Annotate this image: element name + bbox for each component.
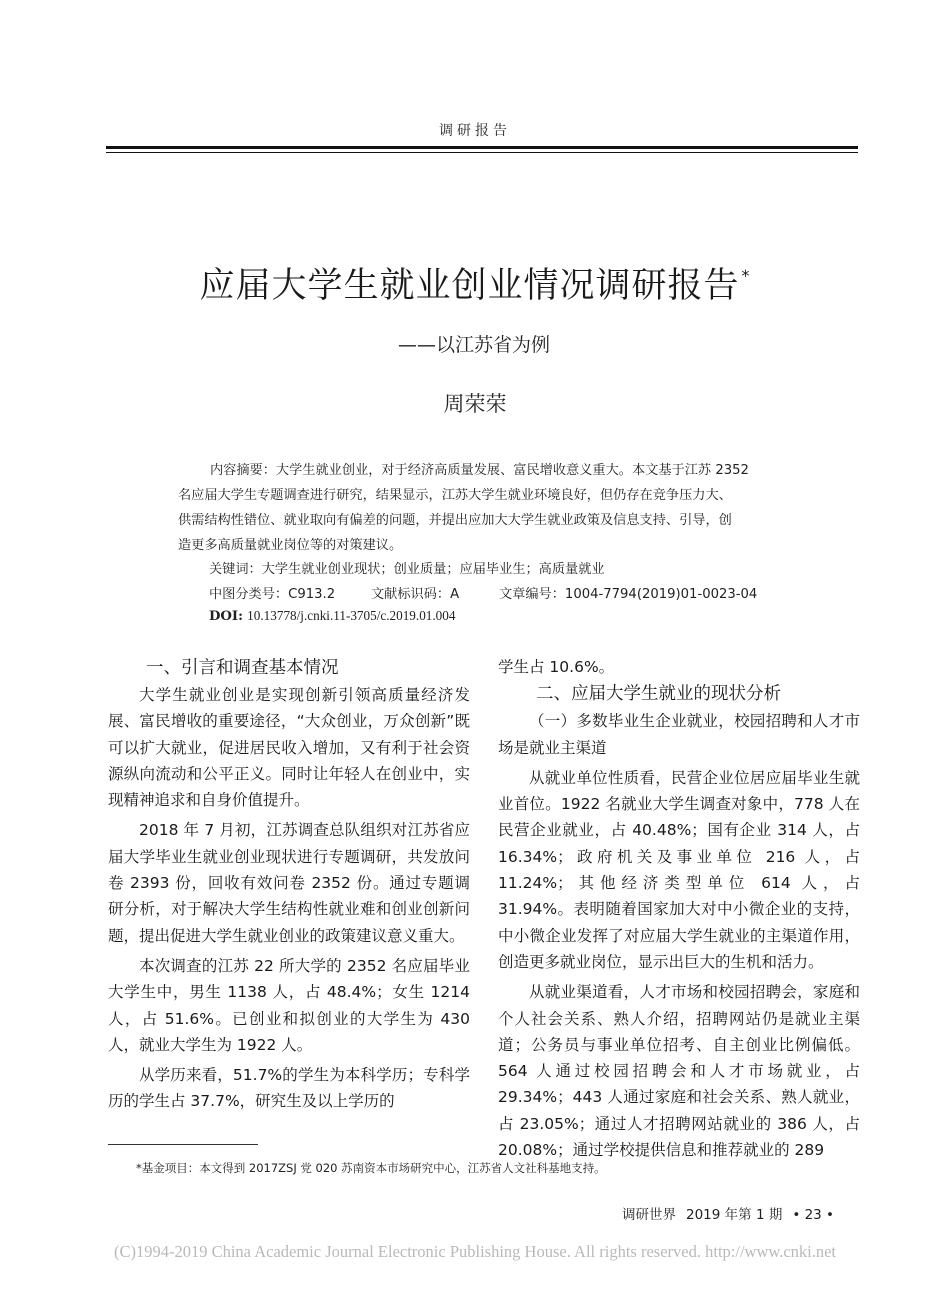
body-paragraph-continued: 学生占 10.6%。 xyxy=(498,658,615,676)
right-column xyxy=(498,654,860,1163)
page-footer xyxy=(622,1203,844,1223)
doi-line xyxy=(209,608,455,624)
copyright-watermark: (C)1994-2019 China Academic Journal Electronic Publishing House. All rights reserved. http://www.cnki.net xyxy=(113,1242,837,1261)
body-paragraph: 2018 年 7 月初，江苏调查总队组织对江苏省应届大学毕业生就业创业现状进行专题调研，共发放问卷 2393 份，回收有效问卷 2352 份。通过专题调研分析，对于解决大学生结构性就业难和创业创新问题，提出促进大学生就业创业的政策建议意义重大。 xyxy=(108,821,470,945)
body-paragraph: 从学历来看，51.7%的学生为本科学历；专科学历的学生占 37.7%，研究生及以上学历的 xyxy=(108,1066,470,1111)
page-number: • 23 • xyxy=(792,1207,835,1223)
clc-number: 中图分类号：C913.2 xyxy=(209,587,336,602)
section-heading-1: 一、引言和调查基本情况 xyxy=(146,658,339,678)
article-subtitle: ——以江苏省为例 xyxy=(398,334,551,356)
subsection-heading: （一）多数毕业生企业就业，校园招聘和人才市场是就业主渠道 xyxy=(498,712,860,757)
abstract-line: 造更多高质量就业岗位等的对策建议。 xyxy=(178,538,403,553)
abstract xyxy=(178,458,786,558)
footnote-rule xyxy=(108,1144,258,1145)
header-rule-thick xyxy=(106,146,858,149)
article-author: 周荣荣 xyxy=(443,392,507,416)
title-text: 应届大学生就业创业情况调研报告 xyxy=(199,266,740,306)
keywords: 关键词：大学生就业创业现状；创业质量；应届毕业生；高质量就业 xyxy=(209,562,605,577)
body-paragraph: 从就业渠道看，人才市场和校园招聘会，家庭和个人社会关系、熟人介绍，招聘网站仍是就业主渠道；公务员与事业单位招考、自主创业比例偏低。564 人通过校园招聘会和人才市场就业，占 29.34%；443 人通过家庭和社会关系、熟人就业，占 23.05%；通过人才招聘网站就业的 386 人，占 20.08%；通过学校提供信息和推荐就业的 289 xyxy=(498,983,860,1160)
article-number: 文章编号：1004-7794(2019)01-0023-04 xyxy=(499,587,758,602)
journal-name: 调研世界 xyxy=(622,1207,676,1223)
doi-value: 10.13778/j.cnki.11-3705/c.2019.01.004 xyxy=(247,608,456,623)
doi-label: DOI: xyxy=(209,609,243,624)
header-rule-thin xyxy=(106,152,858,153)
running-head: 调研报告 xyxy=(439,123,511,139)
body-paragraph: 从就业单位性质看，民营企业位居应届毕业生就业首位。1922 名就业大学生调查对象中，778 人在民营企业就业，占 40.48%；国有企业 314 人，占 16.34%；政府机关及事业单位 216 人，占 11.24%；其他经济类型单位 614 人，占 31.94%。表明随着国家加大对中小微企业的支持，中小微企业发挥了对应届大学生就业的主渠道作用，创造更多就业岗位，显示出巨大的生机和活力。 xyxy=(498,768,860,971)
body-paragraph: 大学生就业创业是实现创新引领高质量经济发展、富民增收的重要途径，“大众创业，万众创新”既可以扩大就业，促进居民收入增加，又有利于社会资源纵向流动和公平正义。同时让年轻人在创业中，实现精神追求和自身价值提升。 xyxy=(108,686,470,810)
abstract-line: 供需结构性错位、就业取向有偏差的问题，并提出应加大大学生就业政策及信息支持、引导，创 xyxy=(178,513,732,528)
document-code: 文献标识码：A xyxy=(371,587,460,602)
article-title xyxy=(0,258,950,308)
abstract-line: 内容摘要：大学生就业创业，对于经济高质量发展、富民增收意义重大。本文基于江苏 2352 xyxy=(210,463,749,478)
section-heading-2: 二、应届大学生就业的现状分析 xyxy=(536,684,781,705)
classification-line xyxy=(209,583,757,602)
abstract-line: 名应届大学生专题调查进行研究，结果显示，江苏大学生就业环境良好，但仍存在竞争压力大、 xyxy=(178,488,732,503)
title-footnote-mark: * xyxy=(741,266,751,285)
body-paragraph: 本次调查的江苏 22 所大学的 2352 名应届毕业大学生中，男生 1138 人，占 48.4%；女生 1214 人，占 51.6%。已创业和拟创业的大学生为 430 人，就业大学生为 1922 人。 xyxy=(108,956,470,1054)
footnote: *基金项目：本文得到 2017ZSJ 党 020 苏南资本市场研究中心，江苏省人文社科基地支持。 xyxy=(136,1161,606,1175)
issue-number: 2019 年第 1 期 xyxy=(686,1207,783,1223)
left-column xyxy=(108,654,470,1115)
